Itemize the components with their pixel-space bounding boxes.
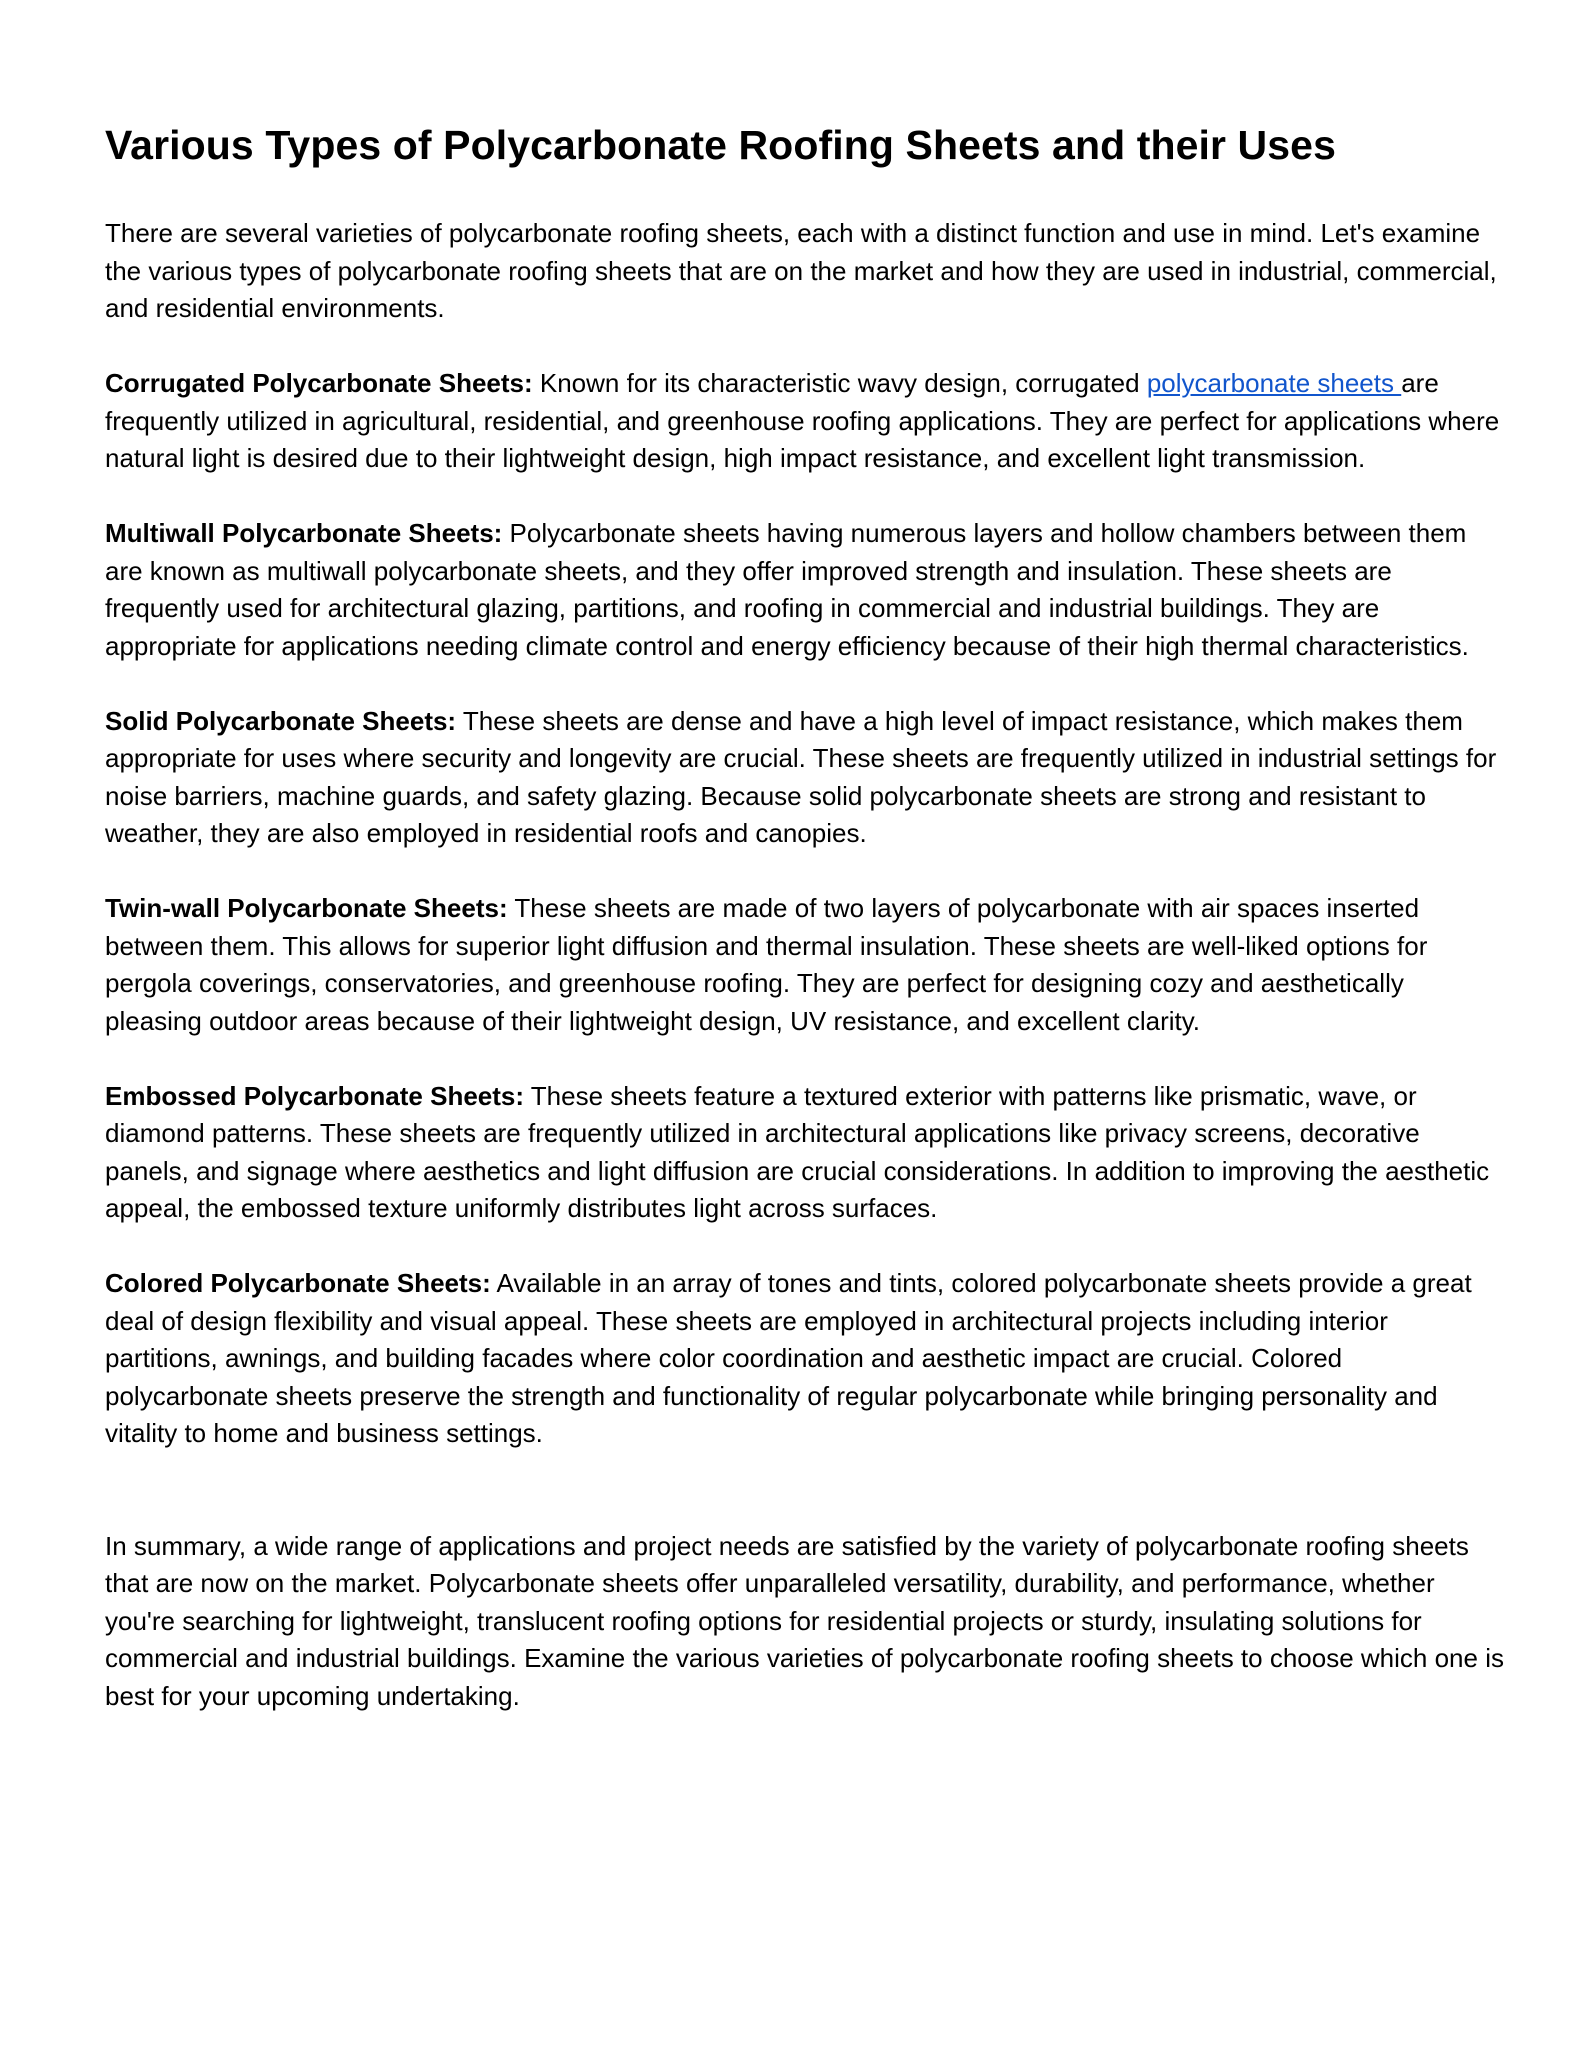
- section-twin-wall: [105, 890, 1505, 1040]
- section-text-colored: Available in an array of tones and tints, colored polycarbonate sheets provide a great deal of design flexibility and visual appeal. These sheets are employed in architectural projects including interior partitions, awnings, and building facades where color coordination and aesthetic impact are crucial. Colored polycarbonate sheets preserve the strength and functionality of regular polycarbonate while bringing personality and vitality to home and business settings.: [105, 1268, 1472, 1449]
- summary-paragraph: In summary, a wide range of applications and project needs are satisfied by the variety of polycarbonate roofing sheets that are now on the market. Polycarbonate sheets offer unparalleled versatility, durability, and performance, whether you're searching for lightweight, translucent roofing options for residential projects or sturdy, insulating solutions for commercial and industrial buildings. Examine the various varieties of polycarbonate roofing sheets to choose which one is best for your upcoming undertaking.: [105, 1530, 1504, 1711]
- document-page: [105, 120, 1505, 1715]
- polycarbonate-sheets-link[interactable]: polycarbonate sheets: [1146, 368, 1402, 399]
- section-text-after-link: are frequently utilized in agricultural, residential, and greenhouse roofing applications. They are perfect for applications where natural light is desired due to their lightweight design, high impact resistance, and excellent light transmission.: [105, 368, 1500, 474]
- section-text-multiwall: Polycarbonate sheets having numerous layers and hollow chambers between them are known as multiwall polycarbonate sheets, and they offer improved strength and insulation. These sheets are frequently used for architectural glazing, partitions, and roofing in commercial and industrial buildings. They are appropriate for applications needing climate control and energy efficiency because of their high thermal characteristics.: [105, 518, 1469, 661]
- section-term-twin-wall: Twin-wall Polycarbonate Sheets:: [105, 893, 508, 924]
- section-multiwall: [105, 515, 1505, 665]
- section-text-before-link: Known for its characteristic wavy design, corrugated: [532, 368, 1147, 399]
- section-term-solid: Solid Polycarbonate Sheets:: [105, 705, 457, 736]
- section-embossed: [105, 1078, 1505, 1228]
- section-text-twin-wall: These sheets are made of two layers of polycarbonate with air spaces inserted between them. This allows for superior light diffusion and thermal insulation. These sheets are well-liked options for pergola coverings, conservatories, and greenhouse roofing. They are perfect for designing cozy and aesthetically pleasing outdoor areas because of their lightweight design, UV resistance, and excellent clarity.: [105, 893, 1428, 1036]
- section-term-corrugated: Corrugated Polycarbonate Sheets:: [105, 368, 533, 399]
- section-text-solid: These sheets are dense and have a high level of impact resistance, which makes them appropriate for uses where security and longevity are crucial. These sheets are frequently utilized in industrial settings for noise barriers, machine guards, and safety glazing. Because solid polycarbonate sheets are strong and resistant to weather, they are also employed in residential roofs and canopies.: [105, 705, 1497, 849]
- intro-paragraph: There are several varieties of polycarbonate roofing sheets, each with a distinct function and use in mind. Let's examine the various types of polycarbonate roofing sheets that are on the market and how they are used in industrial, commercial, and residential environments.: [105, 218, 1497, 324]
- document-title: Various Types of Polycarbonate Roofing Sheets and their Uses: [105, 122, 1336, 168]
- section-text-embossed: These sheets feature a textured exterior with patterns like prismatic, wave, or diamond patterns. These sheets are frequently utilized in architectural applications like privacy screens, decorative panels, and signage where aesthetics and light diffusion are crucial considerations. In addition to improving the aesthetic appeal, the embossed texture uniformly distributes light across surfaces.: [105, 1080, 1490, 1224]
- section-term-multiwall: Multiwall Polycarbonate Sheets:: [105, 518, 503, 549]
- section-term-colored: Colored Polycarbonate Sheets:: [105, 1268, 491, 1299]
- section-solid: [105, 703, 1505, 853]
- section-corrugated: [105, 365, 1505, 478]
- section-colored: [105, 1265, 1505, 1453]
- section-term-embossed: Embossed Polycarbonate Sheets:: [105, 1080, 525, 1111]
